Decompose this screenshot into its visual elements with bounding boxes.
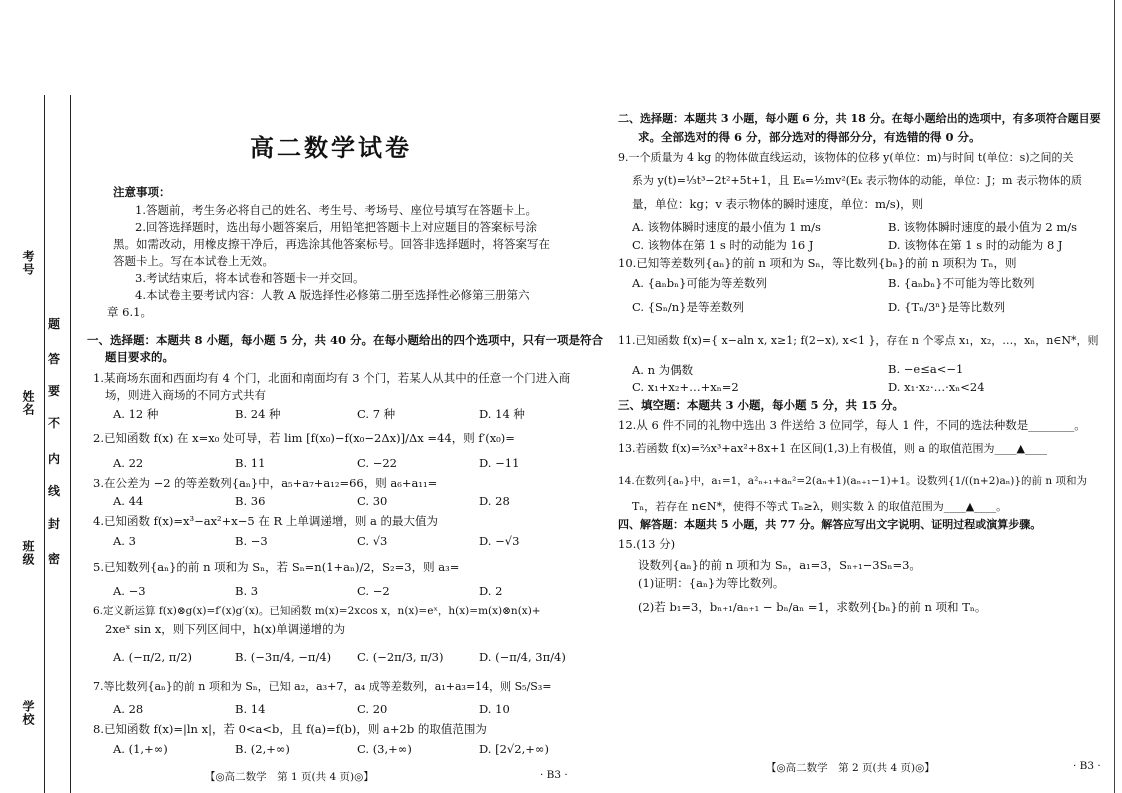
q2-option-a: A. 22: [113, 456, 144, 470]
seal-char-1: 题: [48, 317, 61, 331]
section4-header: 四、解答题：本题共 5 小题，共 77 分。解答应写出文字说明、证明过程或演算步骤。: [618, 518, 1042, 531]
q8-option-d: D. [2√2,+∞): [479, 742, 549, 756]
seal-char-7: 封: [48, 517, 61, 531]
q1-option-a: A. 12 种: [113, 407, 159, 421]
q1-option-b: B. 24 种: [235, 407, 281, 421]
footer-page-1: 【◎高二数学 第 1 页(共 4 页)◎】: [205, 771, 374, 783]
q1-stem: 场，则进入商场的不同方式共有: [105, 388, 266, 402]
q5-option-b: B. 3: [235, 584, 259, 598]
section2-header: 二、选择题：本题共 3 小题，每小题 6 分，共 18 分。在每小题给出的选项中，有多项符合题目要: [618, 112, 1101, 125]
seal-char-3: 要: [48, 384, 61, 398]
notice-line: 2.回答选择题时，选出每小题答案后，用铅笔把答题卡上对应题目的答案标号涂: [135, 220, 537, 234]
notice-line: 答题卡上。写在本试卷上无效。: [113, 254, 274, 268]
exam-no-label: 考号: [21, 250, 35, 276]
q9-option-c: C. 该物体在第 1 s 时的动能为 16 J: [632, 238, 814, 252]
q4-stem: 4.已知函数 f(x)=x³−ax²+x−5 在 R 上单调递增，则 a 的最大值为: [93, 514, 439, 528]
class-label: 班级: [21, 540, 35, 566]
left-column: [85, 0, 604, 793]
q15-line: 设数列{aₙ}的前 n 项和为 Sₙ，a₁=3，Sₙ₊₁−3Sₙ=3。: [638, 558, 921, 572]
seal-char-5: 内: [48, 452, 61, 466]
q11-option-c: C. x₁+x₂+…+xₙ=2: [632, 380, 739, 394]
q3-option-c: C. 30: [357, 494, 388, 508]
seal-char-2: 答: [48, 352, 61, 366]
q13-stem: 13.若函数 f(x)=⅔x³+ax²+8x+1 在区间(1,3)上有极值，则 a 的取值范围为____▲____: [618, 442, 1047, 455]
seal-char-4: 不: [48, 416, 61, 430]
binding-margin: [0, 0, 82, 793]
q9-stem: 系为 y(t)=⅓t³−2t²+5t+1，且 Eₖ=½mv²(Eₖ 表示物体的动能，单位：J；m 表示物体的质: [632, 174, 1082, 187]
q15-head: 15.(13 分): [618, 537, 676, 551]
q11-option-d: D. x₁·x₂·…·xₙ<24: [888, 380, 985, 394]
q4-option-d: D. −√3: [479, 534, 520, 548]
footer-code-right: · B3 ·: [1073, 760, 1101, 772]
q9-stem: 量，单位：kg；v 表示物体的瞬时速度，单位：m/s)，则: [632, 197, 924, 211]
q7-option-b: B. 14: [235, 702, 266, 716]
binding-line-outer: [44, 95, 45, 793]
q6-option-a: A. (−π/2, π/2): [113, 650, 193, 664]
q6-stem: 6.定义新运算 f(x)⊗g(x)=f′(x)g′(x)。已知函数 m(x)=2xcos x，n(x)=eˣ，h(x)=m(x)⊗n(x)+: [93, 605, 541, 617]
seal-char-8: 密: [48, 552, 61, 566]
q6-option-c: C. (−2π/3, π/3): [357, 650, 444, 664]
q8-option-c: C. (3,+∞): [357, 742, 412, 756]
q5-option-c: C. −2: [357, 584, 390, 598]
q10-option-d: D. {Tₙ/3ⁿ}是等比数列: [888, 300, 1006, 314]
q7-option-a: A. 28: [113, 702, 144, 716]
q8-option-b: B. (2,+∞): [235, 742, 290, 756]
q4-option-a: A. 3: [113, 534, 136, 548]
q9-option-b: B. 该物体瞬时速度的最小值为 2 m/s: [888, 220, 1078, 234]
q4-option-b: B. −3: [235, 534, 268, 548]
q1-stem: 1.某商场东面和西面均有 4 个门，北面和南面均有 3 个门，若某人从其中的任意一个门进入商: [93, 371, 571, 385]
q12-stem: 12.从 6 件不同的礼物中选出 3 件送给 3 位同学，每人 1 件，不同的选法种数是________。: [618, 418, 1086, 432]
q5-option-d: D. 2: [479, 584, 503, 598]
q3-option-b: B. 36: [235, 494, 266, 508]
q10-option-c: C. {Sₙ/n}是等差数列: [632, 300, 744, 314]
q11-option-b: B. −e≤a<−1: [888, 362, 964, 376]
q9-option-a: A. 该物体瞬时速度的最小值为 1 m/s: [632, 220, 821, 234]
right-column: [618, 0, 1108, 793]
q7-option-c: C. 20: [357, 702, 388, 716]
q2-stem: 2.已知函数 f(x) 在 x=x₀ 处可导，若 lim [f(x₀)−f(x₀−2Δx)]/Δx =44，则 f′(x₀)=: [93, 431, 515, 445]
q10-option-b: B. {aₙbₙ}不可能为等比数列: [888, 276, 1035, 290]
q11-option-a: A. n 为偶数: [632, 363, 694, 377]
q3-option-d: D. 28: [479, 494, 510, 508]
q7-option-d: D. 10: [479, 702, 510, 716]
q4-option-c: C. √3: [357, 534, 388, 548]
section2-header: 求。全部选对的得 6 分，部分选对的得部分分，有选错的得 0 分。: [638, 130, 981, 144]
q3-stem: 3.在公差为 −2 的等差数列{aₙ}中，a₅+a₇+a₁₂=66，则 a₆+a₁₁=: [93, 476, 438, 490]
q7-stem: 7.等比数列{aₙ}的前 n 项和为 Sₙ，已知 a₂，a₃+7，a₄ 成等差数列，a₁+a₃=14，则 S₅/S₃=: [93, 680, 552, 693]
footer-code-left: · B3 ·: [540, 769, 568, 781]
q15-line: (2)若 b₁=3，bₙ₊₁/aₙ₊₁ − bₙ/aₙ =1，求数列{bₙ}的前 n 项和 Tₙ。: [638, 600, 987, 614]
q15-line: (1)证明：{aₙ}为等比数列。: [638, 576, 785, 590]
section3-header: 三、填空题：本题共 3 小题，每小题 5 分，共 15 分。: [618, 398, 905, 412]
q9-option-d: D. 该物体在第 1 s 时的动能为 8 J: [888, 238, 1063, 252]
q6-stem: 2xeˣ sin x，则下列区间中，h(x)单调递增的为: [105, 622, 346, 636]
section1-header: 一、选择题：本题共 8 小题，每小题 5 分，共 40 分。在每小题给出的四个选项中，只有一项是符合: [87, 333, 604, 347]
school-label: 学校: [21, 700, 35, 726]
q10-stem: 10.已知等差数列{aₙ}的前 n 项和为 Sₙ，等比数列{bₙ}的前 n 项积为 Tₙ，则: [618, 256, 1017, 270]
footer-page-2: 【◎高二数学 第 2 页(共 4 页)◎】: [766, 762, 935, 774]
q2-option-d: D. −11: [479, 456, 520, 470]
q14-stem: 14.在数列{aₙ}中，a₁=1，a²ₙ₊₁+aₙ²=2(aₙ+1)(aₙ₊₁−1)+1。设数列{1/((n+2)aₙ)}的前 n 项和为: [618, 475, 1087, 487]
q5-option-a: A. −3: [113, 584, 146, 598]
notice-line: 章 6.1。: [107, 305, 152, 319]
q2-option-b: B. 11: [235, 456, 266, 470]
q11-stem: 11.已知函数 f(x)={ x−aln x, x≥1; f(2−x), x<1 }，存在 n 个零点 x₁，x₂，…，xₙ，n∈N*，则: [618, 334, 1099, 347]
q8-option-a: A. (1,+∞): [113, 742, 168, 756]
page-title: 高二数学试卷: [250, 133, 412, 162]
q14-stem: Tₙ，若存在 n∈N*，使得不等式 Tₙ≥λ，则实数 λ 的取值范围为____▲____。: [632, 500, 1008, 513]
q2-option-c: C. −22: [357, 456, 397, 470]
notice-line: 1.答题前，考生务必将自己的姓名、考生号、考场号、座位号填写在答题卡上。: [135, 203, 537, 217]
q3-option-a: A. 44: [113, 494, 144, 508]
q9-stem: 9.一个质量为 4 kg 的物体做直线运动，该物体的位移 y(单位：m)与时间 t(单位：s)之间的关: [618, 151, 1074, 164]
right-edge-line: [1114, 0, 1116, 793]
name-label: 姓名: [21, 390, 35, 416]
notice-heading: 注意事项：: [113, 185, 171, 199]
q1-option-c: C. 7 种: [357, 407, 396, 421]
q8-stem: 8.已知函数 f(x)=|ln x|，若 0<a<b，且 f(a)=f(b)，则 a+2b 的取值范围为: [93, 722, 487, 736]
q5-stem: 5.已知数列{aₙ}的前 n 项和为 Sₙ，若 Sₙ=n(1+aₙ)/2，S₂=3，则 a₃=: [93, 560, 460, 574]
notice-line: 黑。如需改动，用橡皮擦干净后，再选涂其他答案标号。回答非选择题时，将答案写在: [113, 237, 550, 251]
q10-option-a: A. {aₙbₙ}可能为等差数列: [632, 276, 767, 290]
q6-option-d: D. (−π/4, 3π/4): [479, 650, 566, 664]
q1-option-d: D. 14 种: [479, 407, 525, 421]
section1-header: 题目要求的。: [105, 350, 174, 364]
seal-char-6: 线: [48, 484, 61, 498]
notice-line: 4.本试卷主要考试内容：人教 A 版选择性必修第二册至选择性必修第三册第六: [135, 288, 530, 302]
binding-line-inner: [70, 95, 71, 793]
notice-line: 3.考试结束后，将本试卷和答题卡一并交回。: [135, 271, 365, 285]
q6-option-b: B. (−3π/4, −π/4): [235, 650, 332, 664]
